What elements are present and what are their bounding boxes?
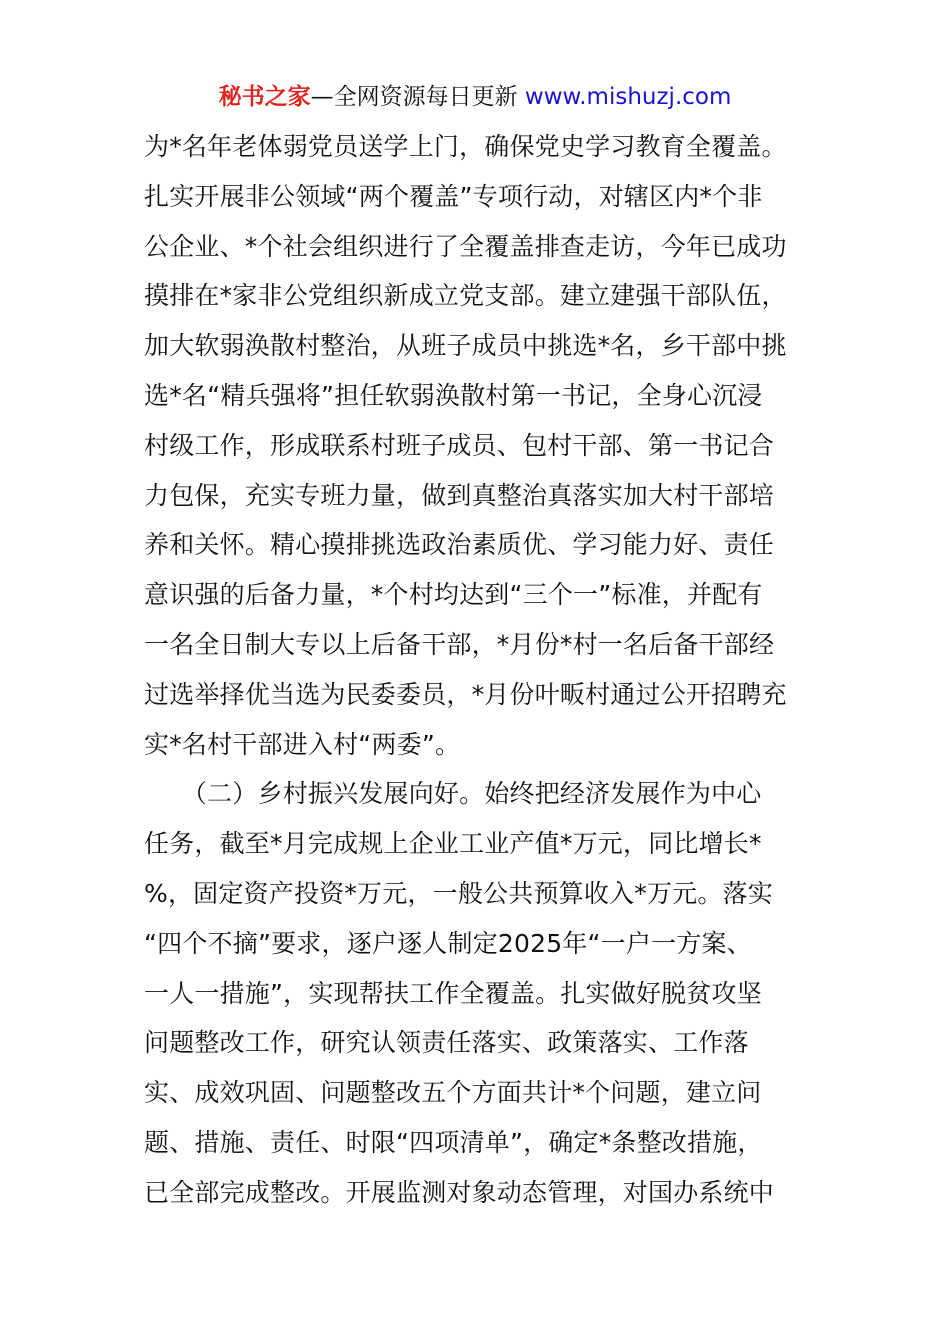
text-line: 扎实开展非公领域“两个覆盖”专项行动，对辖区内*个非 xyxy=(144,181,763,211)
text-line: %，固定资产投资*万元，一般公共预算收入*万元。落实 xyxy=(144,878,773,908)
text-line: 任务，截至*月完成规上企业工业产值*万元，同比增长* xyxy=(144,829,762,859)
text-line: （二）乡村振兴发展向好。始终把经济发展作为中心 xyxy=(144,779,762,809)
text-line: 题、措施、责任、时限“四项清单”，确定*条整改措施， xyxy=(144,1127,763,1157)
site-url[interactable]: www.mishuzj.com xyxy=(524,84,732,110)
text-line: “四个不摘”要求，逐户逐人制定2025年“一户一方案、 xyxy=(144,928,752,958)
text-line: 实*名村干部进入村“两委”。 xyxy=(144,729,461,759)
text-line: 问题整改工作，研究认领责任落实、政策落实、工作落 xyxy=(144,1028,749,1058)
text-line: 养和关怀。精心摸排挑选政治素质优、学习能力好、责任 xyxy=(144,530,775,560)
text-line: 过选举择优当选为民委委员，*月份叶畈村通过公开招聘充 xyxy=(144,679,787,709)
body-text xyxy=(144,122,814,1218)
text-line: 为*名年老体弱党员送学上门，确保党史学习教育全覆盖。 xyxy=(144,132,787,161)
text-line: 一人一措施”，实现帮扶工作全覆盖。扎实做好脱贫攻坚 xyxy=(144,978,762,1008)
header-tagline: —全网资源每日更新 xyxy=(310,84,525,110)
brand-name: 秘书之家 xyxy=(218,84,311,110)
text-line: 选*名“精兵强将”担任软弱涣散村第一书记，全身心沉浸 xyxy=(144,380,763,410)
text-line: 村级工作，形成联系村班子成员、包村干部、第一书记合 xyxy=(144,430,775,460)
page-header xyxy=(0,82,950,112)
text-line: 一名全日制大专以上后备干部，*月份*村一名后备干部经 xyxy=(144,629,775,659)
text-line: 意识强的后备力量，*个村均达到“三个一”标准，并配有 xyxy=(144,580,763,610)
text-line: 摸排在*家非公党组织新成立党支部。建立建强干部队伍， xyxy=(144,281,787,311)
text-line: 公企业、*个社会组织进行了全覆盖排查走访，今年已成功 xyxy=(144,231,787,261)
text-line: 已全部完成整改。开展监测对象动态管理，对国办系统中 xyxy=(144,1177,775,1207)
text-line: 力包保，充实专班力量，做到真整治真落实加大村干部培 xyxy=(144,480,775,510)
text-line: 加大软弱涣散村整治，从班子成员中挑选*名，乡干部中挑 xyxy=(144,331,787,361)
text-line: 实、成效巩固、问题整改五个方面共计*个问题，建立问 xyxy=(144,1078,762,1108)
